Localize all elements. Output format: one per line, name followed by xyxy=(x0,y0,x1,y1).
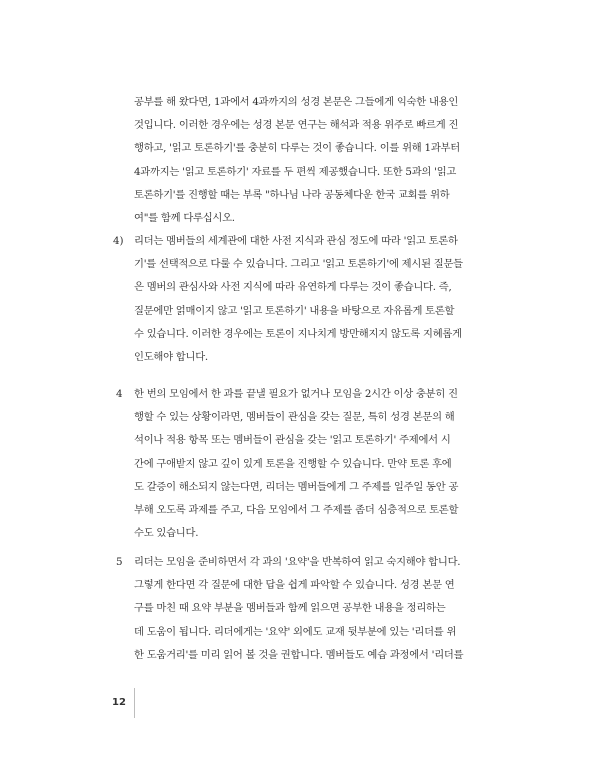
text-line: 도 갈증이 해소되지 않는다면, 리더는 멤버들에게 그 주제를 일주일 동안 공 xyxy=(134,480,459,493)
text-line: 한 번의 모임에서 한 과를 끝낼 필요가 없거나 모임을 2시간 이상 충분히 진 xyxy=(134,388,458,400)
text-line: 부해 오도록 과제를 주고, 다음 모임에서 그 주제를 좀더 심층적으로 토론할 xyxy=(134,503,459,516)
text-line: 그렇게 한다면 각 질문에 대한 답을 쉽게 파악할 수 있습니다. 성경 본문 연 xyxy=(134,579,455,592)
text-line: 데 도움이 됩니다. 리더에게는 '요약' 외에도 교재 뒷부분에 있는 '리더를 위 xyxy=(134,625,457,638)
text-line: 한 도움거리'를 미리 읽어 볼 것을 권합니다. 멤버들도 예습 과정에서 '리더를 xyxy=(134,648,464,661)
text-line: 간에 구애받지 않고 깊이 있게 토론을 진행할 수 있습니다. 만약 토론 후에 xyxy=(134,457,452,470)
text-line: 것입니다. 이러한 경우에는 성경 본문 연구는 해석과 적용 위주로 빠르게 진 xyxy=(134,119,459,132)
text-line: 리더는 모임을 준비하면서 각 과의 '요약'을 반복하여 읽고 숙지해야 합니다. xyxy=(134,556,461,568)
text-line: 석이나 적용 항목 또는 멤버들이 관심을 갖는 '읽고 토론하기' 주제에서 시 xyxy=(134,434,451,447)
text-line: 기'를 선택적으로 다룰 수 있습니다. 그리고 '읽고 토론하기'에 제시된 질문들 xyxy=(134,258,463,271)
text-line: 리더는 멤버들의 세계관에 대한 사전 지식과 관심 정도에 따라 '읽고 토론하 xyxy=(134,235,458,247)
text-line: 질문에만 얽매이지 않고 '읽고 토론하기' 내용을 바탕으로 자유롭게 토론할 xyxy=(134,304,455,317)
list-marker: 4 xyxy=(116,388,123,400)
text-line: 수도 있습니다. xyxy=(134,527,199,540)
text-line: 행할 수 있는 상황이라면, 멤버들이 관심을 갖는 질문, 특히 성경 본문의 해 xyxy=(134,411,455,424)
text-line: 토론하기'를 진행할 때는 부록 "하나님 나라 공동체다운 한국 교회를 위하 xyxy=(134,188,450,201)
list-item-4-sub xyxy=(134,230,479,369)
page-number: 12 xyxy=(112,697,126,708)
text-line: 인도해야 합니다. xyxy=(134,350,208,363)
footer-divider xyxy=(134,688,135,718)
text-line: 수 있습니다. 이러한 경우에는 토론이 지나치게 방만해지지 않도록 지혜롭게 xyxy=(134,327,462,340)
list-marker: 5 xyxy=(116,556,123,568)
text-line: 구를 마친 때 요약 부분을 멤버들과 함께 읽으면 공부한 내용을 정리하는 xyxy=(134,602,446,615)
text-line: 4과까지는 '읽고 토론하기' 자료를 두 편씩 제공했습니다. 또한 5과의 '읽고 xyxy=(134,165,457,178)
list-item-5 xyxy=(134,551,479,667)
paragraph-continued xyxy=(134,91,479,230)
text-line: 은 멤버의 관심사와 사전 지식에 따라 유연하게 다루는 것이 좋습니다. 즉, xyxy=(134,281,452,294)
list-marker: 4) xyxy=(113,235,124,247)
text-line: 공부를 해 왔다면, 1과에서 4과까지의 성경 본문은 그들에게 익숙한 내용인 xyxy=(134,96,459,108)
text-line: 행하고, '읽고 토론하기'를 충분히 다루는 것이 좋습니다. 이를 위해 1과부터 xyxy=(134,142,460,155)
list-item-4 xyxy=(134,383,479,545)
text-line: 여"를 함께 다루십시오. xyxy=(134,211,235,224)
